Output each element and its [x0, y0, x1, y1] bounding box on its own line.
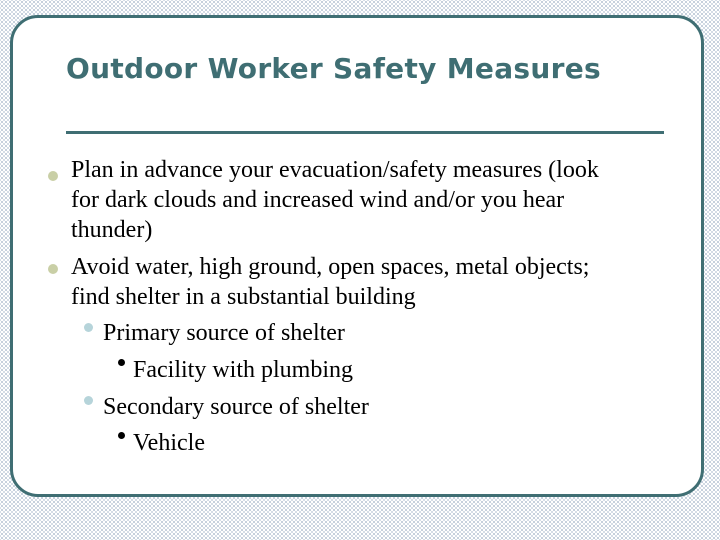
sub-bullet-1-marker [84, 323, 93, 332]
bullet-1-line-2: for dark clouds and increased wind and/or you hear [71, 187, 565, 213]
sub-sub-bullet-1-marker [118, 359, 125, 366]
sub-sub-bullet-vehicle: Vehicle [133, 430, 205, 456]
slide-title: Outdoor Worker Safety Measures [66, 52, 601, 85]
bullet-1-line-3: thunder) [71, 217, 153, 243]
sub-bullet-primary-shelter: Primary source of shelter [103, 320, 345, 346]
title-underline [66, 131, 664, 134]
bullet-2-line-2: find shelter in a substantial building [71, 284, 416, 310]
bullet-1-marker [48, 171, 58, 181]
sub-sub-bullet-2-marker [118, 432, 125, 439]
sub-sub-bullet-facility: Facility with plumbing [133, 357, 353, 383]
bullet-2-marker [48, 264, 58, 274]
sub-bullet-2-marker [84, 396, 93, 405]
sub-bullet-secondary-shelter: Secondary source of shelter [103, 394, 369, 420]
bullet-1-line-1: Plan in advance your evacuation/safety measures (look [71, 157, 599, 183]
bullet-2-line-1: Avoid water, high ground, open spaces, metal objects; [71, 254, 590, 280]
